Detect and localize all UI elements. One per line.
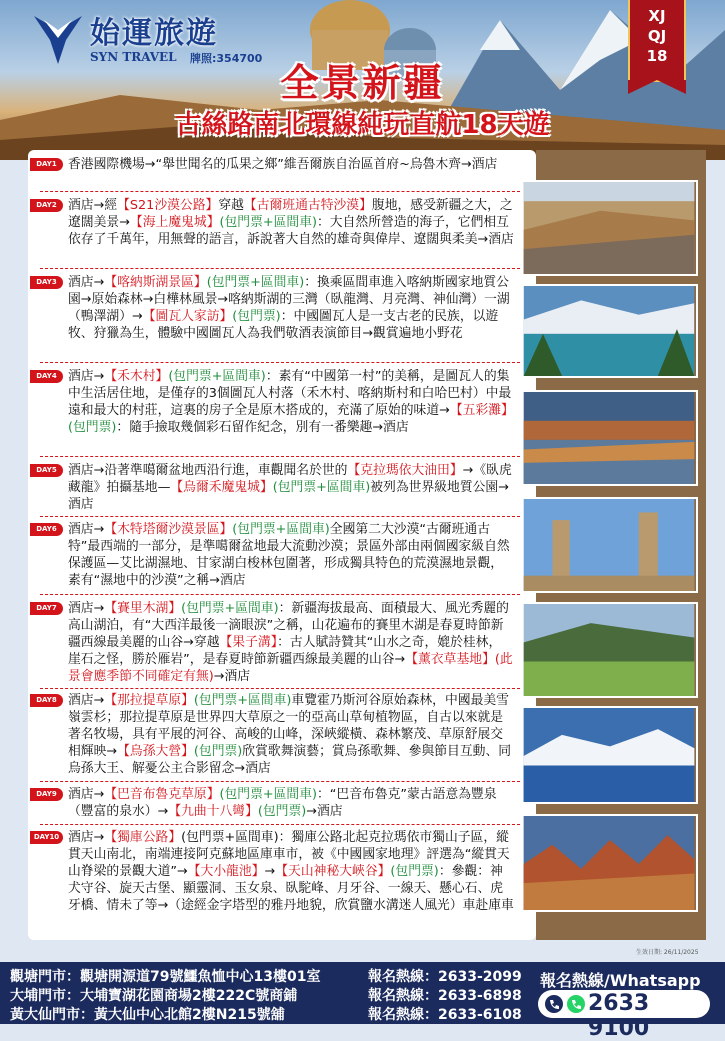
day-label: DAY5 xyxy=(30,464,63,477)
day-description: 酒店→【喀納斯湖景區】(包門票+區間車)：換乘區間車進入喀納斯國家地質公園→原始森林→白樺林風景→喀納斯湖的三灣（臥龍灣、月亮灣、神仙灣）一湖（鴨澤湖）→【圖瓦人家訪】(包門票)：中國圖瓦人是一支古老的民族，以遊牧、狩獵為生，體驗中國圖瓦人為我們敬酒表演節目→觀賞遍地小野花 xyxy=(68,275,510,341)
devil-city-gate-photo xyxy=(520,497,698,593)
day-description: 酒店→經【S21沙漠公路】穿越【古爾班通古特沙漠】腹地，感受新疆之大，之遼闊美景→【海上魔鬼城】(包門票+區間車)：大自然所營造的海子，它們相互依存了千萬年，用無聲的語言，訴說著大自然的雄奇與偉岸、遼闊與柔美→酒店 xyxy=(68,198,514,247)
divider xyxy=(40,268,520,269)
badge-line: QJ xyxy=(647,27,667,45)
whatsapp-number: 2633 9100 xyxy=(588,991,650,1041)
yardang-lake-photo xyxy=(520,180,698,276)
branch-hotline[interactable]: 報名熱線：2633-6898 xyxy=(368,988,522,1004)
branch-address: 觀塘門市：觀塘開源道79號鱷魚恤中心13樓01室 xyxy=(10,969,321,985)
day-label: DAY6 xyxy=(30,523,63,536)
page-subtitle: 古絲路南北環線純玩直航18天遊 xyxy=(175,110,550,140)
brand-name-cn: 始運旅遊 xyxy=(90,16,218,51)
day-description: 酒店→【那拉提草原】(包門票+區間車)車覽霍乃斯河谷原始森林，中國最美雪嶺雲杉；那拉提草原是世界四大草原之一的亞高山草甸植物區，自古以來就是著名牧場，具有平展的河谷、高峻的山峰，深峽縱橫、森林繁茂、草原舒展交相輝映→【烏孫大營】(包門票)欣賞歌舞演藝；賞烏孫歌舞、參與節目互動、同烏孫大王、解憂公主合影留念→酒店 xyxy=(68,693,512,776)
whatsapp-number-box[interactable] xyxy=(538,990,710,1041)
branch-address: 黃大仙門市：黃大仙中心北館2樓N215號舖 xyxy=(10,1007,285,1023)
badge-line: XJ xyxy=(648,7,666,25)
page-title: 全景新疆 xyxy=(280,61,445,105)
effective-date: 生效日期: 26/11/2025 xyxy=(636,949,699,956)
day-description: 酒店→【木特塔爾沙漠景區】(包門票+區間車)全國第二大沙漠“古爾班通古特”最西端的一部分，是準噶爾盆地最大流動沙漠；景區外部由兩個國家級自然保護區—艾比湖濕地、甘家湖白梭林包圍著，形成獨具特色的荒漠濕地景觀，素有“濕地中的沙漠”之稱→酒店 xyxy=(68,522,510,588)
badge-line: 18 xyxy=(646,47,668,65)
day-label: DAY8 xyxy=(30,694,63,707)
brand-name-en: SYN TRAVEL xyxy=(90,50,177,64)
license-number: 牌照:354700 xyxy=(190,52,263,65)
day-label: DAY2 xyxy=(30,199,63,212)
divider xyxy=(40,824,520,825)
day-description: 香港國際機場→“舉世聞名的瓜果之鄉”維吾爾族自治區首府~烏魯木齊→酒店 xyxy=(68,157,498,172)
day-description: 酒店→沿著準噶爾盆地西沿行進，車觀聞名於世的【克拉瑪依大油田】→《臥虎藏龍》拍攝基地—【烏爾禾魔鬼城】(包門票+區間車)被列為世界級地質公園→酒店 xyxy=(68,463,512,512)
divider xyxy=(40,516,520,517)
divider xyxy=(40,781,520,782)
branch-hotline[interactable]: 報名熱線：2633-2099 xyxy=(368,969,522,985)
divider xyxy=(40,594,520,595)
day-description: 酒店→【獨庫公路】(包門票+區間車)：獨庫公路北起克拉瑪依市獨山子區，縱貫天山南北，南端連接阿克蘇地區庫車市，被《中國國家地理》評選為“縱貫天山脊梁的景觀大道”→【大小龍池】→【天山神秘大峽谷】(包門票)：參觀：神犬守谷、旋天古堡、顯靈洞、玉女泉、臥駝峰、月牙谷、一線天、懸心石、虎牙橋、情未了等→（途經金字塔型的雅丹地貌，欣賞鹽水溝迷人風光）車赴庫車 xyxy=(68,830,514,913)
day-label: DAY4 xyxy=(30,370,63,383)
divider xyxy=(40,191,520,192)
branch-address: 大埔門市：大埔寶湖花園商場2樓222C號商鋪 xyxy=(10,988,298,1004)
sayram-lake-photo xyxy=(520,602,698,698)
divider xyxy=(40,362,520,363)
divider xyxy=(40,688,520,689)
branch-hotline[interactable]: 報名熱線：2633-6108 xyxy=(368,1007,522,1023)
day-description: 酒店→【巴音布魯克草原】(包門票+區間車)：“巴音布魯克”蒙古語意為豐泉（豐富的泉水）→【九曲十八彎】(包門票)→酒店 xyxy=(68,787,497,819)
day-description: 酒店→【禾木村】(包門票+區間車)：素有“中國第一村”的美稱，是圖瓦人的集中生活居住地，是僅存的3個圖瓦人村落（禾木村、喀納斯村和白哈巴村）中最遠和最大的村莊，這裏的房子全是原木搭成的，充滿了原始的味道→【五彩灘】(包門票)：隨手撿取幾個彩石留作紀念，別有一番樂趣→酒店 xyxy=(68,369,514,435)
tianshan-canyon-photo xyxy=(520,814,698,912)
divider xyxy=(40,456,520,457)
kanas-lake-photo xyxy=(520,284,698,378)
footer-contact-bar xyxy=(0,962,725,1041)
day-label: DAY1 xyxy=(30,158,63,171)
day-label: DAY9 xyxy=(30,788,63,801)
day-label: DAY3 xyxy=(30,276,63,289)
colorful-beach-photo xyxy=(520,390,698,486)
phone-whatsapp-icon xyxy=(544,994,588,1014)
snow-mountain-lake-photo xyxy=(520,706,698,804)
day-description: 酒店→【賽里木湖】(包門票+區間車)：新疆海拔最高、面積最大、風光秀麗的高山湖泊，有“大西洋最後一滴眼淚”之稱，山花遍布的賽里木湖是春夏時節新疆西線最美麗的山谷→穿越【果子溝】：古人賦詩贊其“山水之奇，媲於桂林，崖石之怪，勝於雁岩”，是春夏時節新疆西線最美麗的山谷→【薰衣草基地】(此景會應季節不同確定有無)→酒店 xyxy=(68,601,513,684)
whatsapp-title: 報名熱線/Whatsapp xyxy=(540,971,701,990)
day-label: DAY10 xyxy=(30,831,63,844)
day-label: DAY7 xyxy=(30,602,63,615)
